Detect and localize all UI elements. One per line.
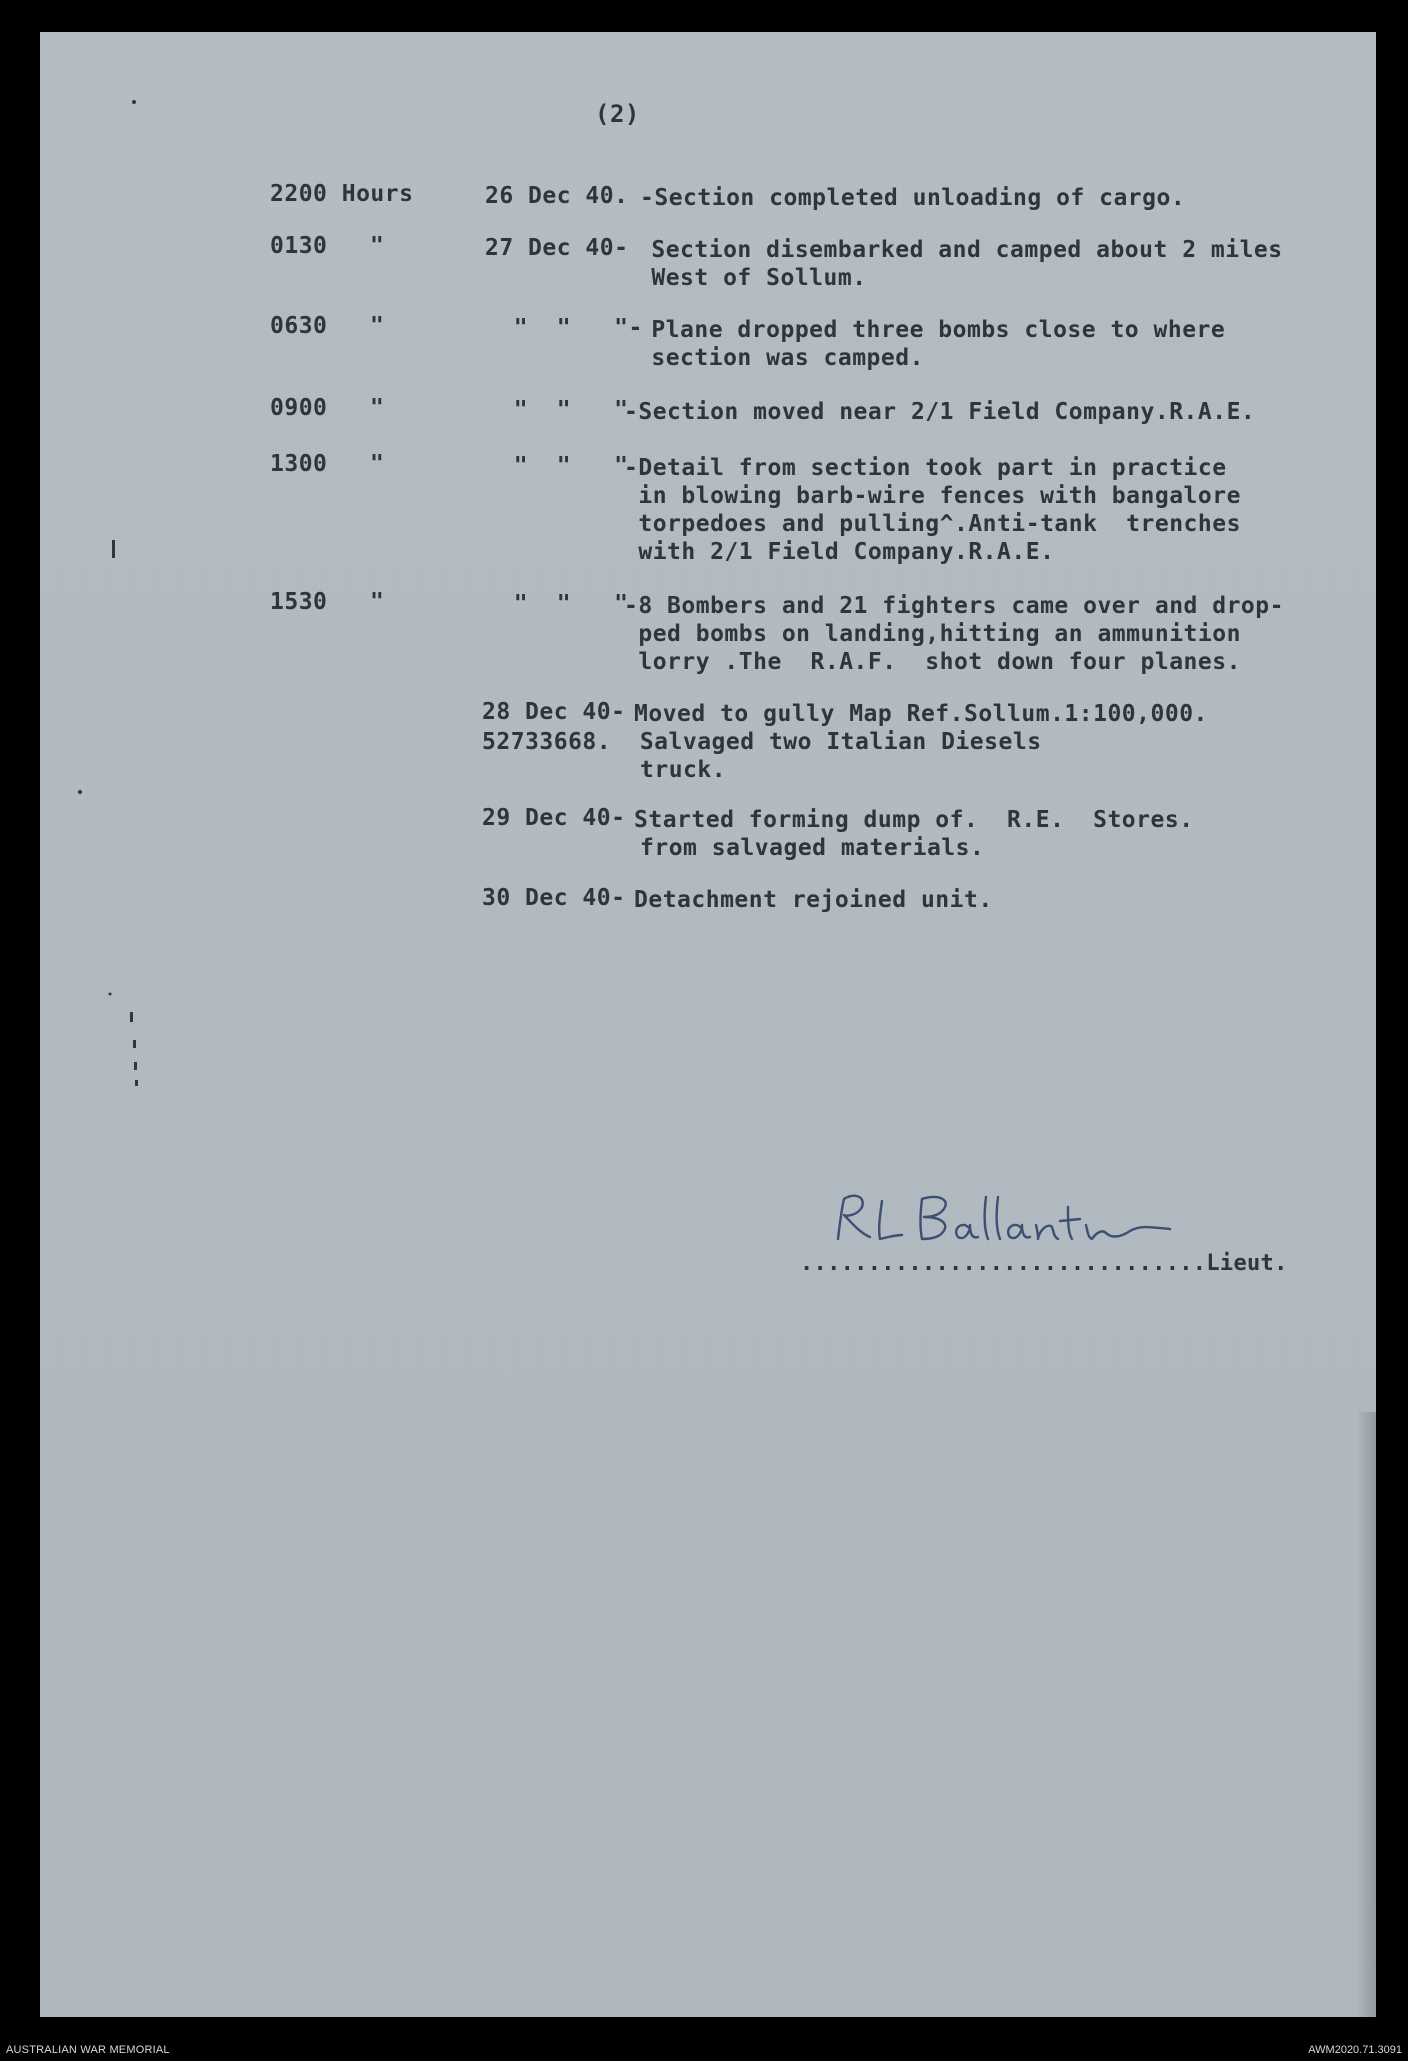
entry-time: 0900 — [270, 395, 328, 421]
entry-date: 28 Dec 40- — [482, 699, 626, 725]
entry-text-line: Started forming dump of. R.E. Stores. — [634, 807, 1194, 833]
signature-rank-line: ..............................Lieut. — [800, 1251, 1288, 1276]
page-fold-shadow — [1356, 1412, 1376, 2017]
entry-text-line: West of Sollum. — [637, 265, 867, 291]
entry-date: 26 Dec 40. — [485, 183, 629, 209]
ditto-mark: " — [370, 451, 385, 477]
ditto-mark: " — [370, 233, 385, 259]
margin-marks — [40, 32, 240, 1332]
entry-time: 2200 Hours — [270, 181, 414, 207]
entry-text-line: 52733668. Salvaged two Italian Diesels — [482, 729, 1042, 755]
entry-text-line: -Section moved near 2/1 Field Company.R.A.E. — [624, 399, 1256, 425]
entry-ditto-date: " " " — [485, 591, 629, 617]
page-number: (2) — [595, 100, 640, 128]
entry-date: 29 Dec 40- — [482, 805, 626, 831]
entry-text-line: -8 Bombers and 21 fighters came over and drop- — [624, 593, 1284, 619]
entry-text-line: Section disembarked and camped about 2 miles — [637, 237, 1283, 263]
entry-date: 27 Dec 40- — [485, 235, 629, 261]
entry-text-line: lorry .The R.A.F. shot down four planes. — [624, 649, 1241, 675]
entry-text-line: truck. — [640, 757, 727, 783]
ditto-mark: " — [370, 395, 385, 421]
entry-time: 1300 — [270, 451, 328, 477]
entry-time: 1530 — [270, 589, 328, 615]
entry-text-line: from salvaged materials. — [640, 835, 985, 861]
entry-text-line: section was camped. — [637, 345, 924, 371]
archive-credit: AUSTRALIAN WAR MEMORIAL — [6, 2044, 170, 2056]
ditto-mark: " — [370, 313, 385, 339]
entry-time: 0130 — [270, 233, 328, 259]
entry-text-line: Detachment rejoined unit. — [634, 887, 993, 913]
entry-ditto-date: " " " — [485, 397, 629, 423]
entry-text-line: Plane dropped three bombs close to where — [637, 317, 1226, 343]
entry-text-line: -Section completed unloading of cargo. — [640, 185, 1186, 211]
entry-text-line: in blowing barb-wire fences with bangalore — [624, 483, 1241, 509]
entry-text-line: -Detail from section took part in practice — [624, 455, 1227, 481]
archive-reference-number: AWM2020.71.3091 — [1308, 2044, 1402, 2056]
handwritten-signature — [830, 1177, 1190, 1257]
typed-page — [40, 32, 1376, 2017]
entry-text-line: Moved to gully Map Ref.Sollum.1:100,000. — [634, 701, 1208, 727]
entry-date: 30 Dec 40- — [482, 885, 626, 911]
entry-time: 0630 — [270, 313, 328, 339]
entry-text-line: with 2/1 Field Company.R.A.E. — [624, 539, 1055, 565]
entry-ditto-date: " " " — [485, 453, 629, 479]
entry-ditto-date: " " "- — [485, 315, 643, 341]
ditto-mark: " — [370, 589, 385, 615]
entry-text-line: ped bombs on landing,hitting an ammunition — [624, 621, 1241, 647]
entry-text-line: torpedoes and pulling^.Anti-tank trenches — [624, 511, 1241, 537]
